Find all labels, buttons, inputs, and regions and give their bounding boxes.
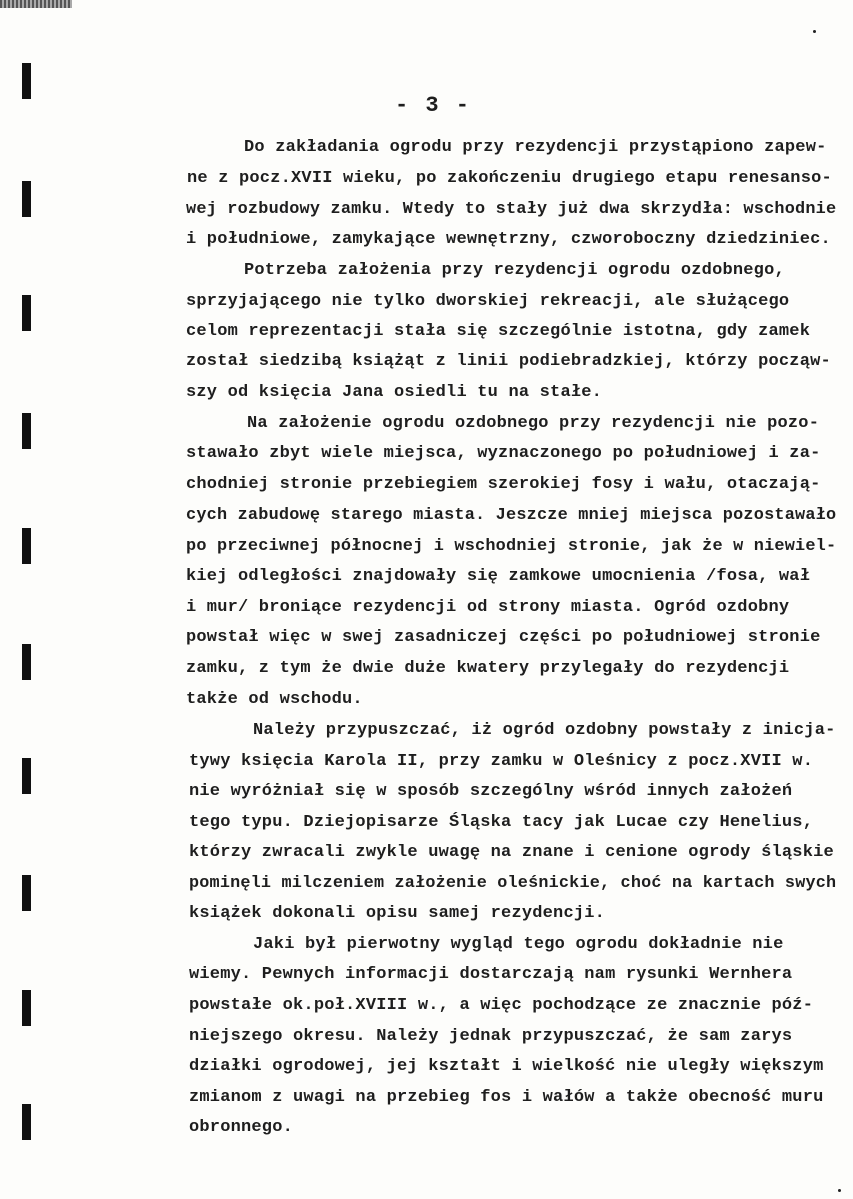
text-line: stawało zbyt wiele miejsca, wyznaczonego po południowej i za- [186, 444, 821, 463]
text-line: którzy zwracali zwykle uwagę na znane i cenione ogrody śląskie [189, 843, 834, 862]
text-line: celom reprezentacji stała się szczególnie istotna, gdy zamek [186, 322, 811, 341]
text-line: sprzyjającego nie tylko dworskiej rekreacji, ale służącego [186, 292, 790, 311]
text-line: kiej odległości znajdowały się zamkowe umocnienia /fosa, wał [186, 567, 811, 586]
text-line: został siedzibą książąt z linii podiebradzkiej, którzy począw- [186, 352, 831, 371]
text-line: tywy księcia Karola II, przy zamku w Oleśnicy z pocz.XVII w. [189, 752, 814, 771]
scan-edge-mark [0, 0, 72, 8]
punch-hole [22, 295, 31, 331]
paper-speck [838, 1189, 841, 1192]
text-line: zmianom z uwagi na przebieg fos i wałów a także obecność muru [189, 1088, 824, 1107]
text-line: także od wschodu. [186, 690, 363, 709]
text-line: obronnego. [189, 1118, 294, 1137]
punch-hole [22, 413, 31, 449]
text-line: pominęli milczeniem założenie oleśnickie, choć na kartach swych [189, 874, 837, 893]
text-line: wej rozbudowy zamku. Wtedy to stały już dwa skrzydła: wschodnie [186, 200, 837, 219]
text-line: ne z pocz.XVII wieku, po zakończeniu drugiego etapu renesanso- [187, 169, 832, 188]
text-line: Jaki był pierwotny wygląd tego ogrodu dokładnie nie [253, 935, 784, 954]
text-line: tego typu. Dziejopisarze Śląska tacy jak Lucae czy Henelius, [189, 813, 814, 832]
text-line: nie wyróżniał się w sposób szczególny wśród innych założeń [189, 782, 793, 801]
punch-hole [22, 528, 31, 564]
punch-hole [22, 1104, 31, 1140]
punch-hole [22, 990, 31, 1026]
page-number: - 3 - [395, 93, 472, 118]
text-line: i mur/ broniące rezydencji od strony miasta. Ogród ozdobny [186, 598, 790, 617]
text-line: powstałe ok.poł.XVIII w., a więc pochodzące ze znacznie póź- [189, 996, 814, 1015]
punch-hole [22, 63, 31, 99]
text-line: Na założenie ogrodu ozdobnego przy rezydencji nie pozo- [247, 414, 820, 433]
text-line: szy od księcia Jana osiedli tu na stałe. [186, 383, 603, 402]
text-line: Do zakładania ogrodu przy rezydencji przystąpiono zapew- [244, 138, 827, 157]
punch-hole [22, 758, 31, 794]
punch-hole [22, 181, 31, 217]
text-line: Należy przypuszczać, iż ogród ozdobny powstały z inicja- [253, 721, 836, 740]
text-line: powstał więc w swej zasadniczej części po południowej stronie [186, 628, 821, 647]
text-line: Potrzeba założenia przy rezydencji ogrodu ozdobnego, [244, 261, 785, 280]
text-line: książek dokonali opisu samej rezydencji. [189, 904, 606, 923]
text-line: wiemy. Pewnych informacji dostarczają nam rysunki Wernhera [189, 965, 793, 984]
text-line: i południowe, zamykające wewnętrzny, czworoboczny dziedziniec. [186, 230, 831, 249]
text-line: niejszego okresu. Należy jednak przypuszczać, że sam zarys [189, 1027, 793, 1046]
text-line: po przeciwnej północnej i wschodniej stronie, jak że w niewiel- [186, 537, 837, 556]
punch-hole [22, 875, 31, 911]
text-line: chodniej stronie przebiegiem szerokiej fosy i wału, otaczają- [186, 475, 821, 494]
text-line: zamku, z tym że dwie duże kwatery przylegały do rezydencji [186, 659, 790, 678]
punch-hole [22, 644, 31, 680]
text-line: cych zabudowę starego miasta. Jeszcze mniej miejsca pozostawało [186, 506, 837, 525]
paper-speck [813, 30, 816, 33]
text-line: działki ogrodowej, jej kształt i wielkość nie uległy większym [189, 1057, 824, 1076]
